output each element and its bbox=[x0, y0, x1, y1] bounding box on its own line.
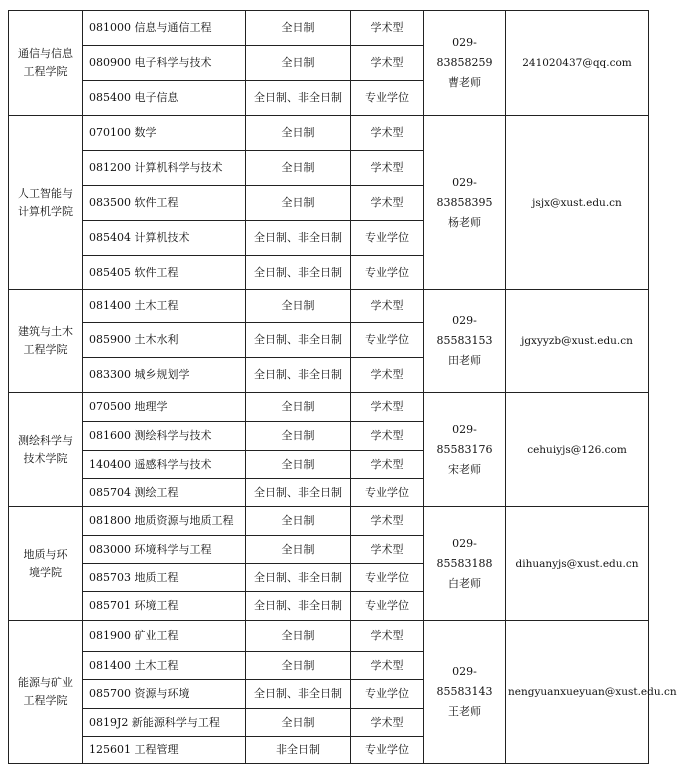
degree-type-cell: 专业学位 bbox=[351, 221, 424, 256]
degree-type-cell: 学术型 bbox=[351, 116, 424, 151]
major-cell: 083000 环境科学与工程 bbox=[83, 536, 246, 564]
major-cell: 085700 资源与环境 bbox=[83, 680, 246, 709]
table-row bbox=[9, 11, 649, 46]
study-mode-cell: 全日制、非全日制 bbox=[246, 680, 351, 709]
study-mode-cell: 全日制 bbox=[246, 536, 351, 564]
study-mode-cell: 全日制 bbox=[246, 507, 351, 536]
major-cell: 081800 地质资源与地质工程 bbox=[83, 507, 246, 536]
college-name-cell bbox=[9, 116, 83, 290]
degree-type-cell: 专业学位 bbox=[351, 323, 424, 358]
study-mode-cell: 非全日制 bbox=[246, 737, 351, 764]
major-cell: 070500 地理学 bbox=[83, 393, 246, 422]
contact-cell bbox=[424, 11, 506, 116]
major-cell: 081200 计算机科学与技术 bbox=[83, 151, 246, 186]
contact-teacher: 田老师 bbox=[448, 354, 481, 367]
contact-phone: 029-85583143 bbox=[436, 665, 493, 698]
college-name-line: 建筑与土木 bbox=[18, 325, 73, 338]
college-name-line: 通信与信息 bbox=[18, 47, 73, 60]
degree-type-cell: 专业学位 bbox=[351, 564, 424, 592]
college-name-cell bbox=[9, 290, 83, 393]
college-name-line: 工程学院 bbox=[23, 65, 68, 78]
study-mode-cell: 全日制 bbox=[246, 46, 351, 81]
degree-type-cell: 学术型 bbox=[351, 11, 424, 46]
contact-email: cehuiyjs@126.com bbox=[506, 393, 649, 507]
study-mode-cell: 全日制 bbox=[246, 652, 351, 680]
degree-type-cell: 专业学位 bbox=[351, 81, 424, 116]
major-cell: 083300 城乡规划学 bbox=[83, 358, 246, 393]
study-mode-cell: 全日制、非全日制 bbox=[246, 564, 351, 592]
degree-type-cell: 专业学位 bbox=[351, 256, 424, 290]
major-cell: 081400 土木工程 bbox=[83, 652, 246, 680]
contact-teacher: 白老师 bbox=[448, 576, 481, 590]
college-name-line: 工程学院 bbox=[23, 343, 68, 356]
study-mode-cell: 全日制 bbox=[246, 451, 351, 479]
degree-type-cell: 学术型 bbox=[351, 290, 424, 323]
college-name-cell bbox=[9, 393, 83, 507]
major-cell: 085701 环境工程 bbox=[83, 592, 246, 621]
degree-type-cell: 专业学位 bbox=[351, 680, 424, 709]
college-name-cell bbox=[9, 507, 83, 621]
major-cell: 080900 电子科学与技术 bbox=[83, 46, 246, 81]
major-cell: 081400 土木工程 bbox=[83, 290, 246, 323]
college-name-line: 境学院 bbox=[29, 565, 62, 579]
study-mode-cell: 全日制 bbox=[246, 621, 351, 652]
contact-cell bbox=[424, 290, 506, 393]
contact-email: nengyuanxueyuan@xust.edu.cn bbox=[506, 621, 649, 764]
major-cell: 081000 信息与通信工程 bbox=[83, 11, 246, 46]
college-name-line: 技术学院 bbox=[23, 451, 68, 465]
contact-phone: 029-85583153 bbox=[436, 314, 493, 347]
study-mode-cell: 全日制 bbox=[246, 422, 351, 451]
study-mode-cell: 全日制 bbox=[246, 290, 351, 323]
table-row bbox=[9, 507, 649, 536]
major-cell: 085900 土木水利 bbox=[83, 323, 246, 358]
contact-phone: 029-85583188 bbox=[436, 536, 493, 570]
major-cell: 140400 遥感科学与技术 bbox=[83, 451, 246, 479]
college-name-line: 计算机学院 bbox=[18, 204, 73, 218]
degree-type-cell: 学术型 bbox=[351, 536, 424, 564]
major-cell: 081900 矿业工程 bbox=[83, 621, 246, 652]
table-row bbox=[9, 393, 649, 422]
contact-email: jgxyyzb@xust.edu.cn bbox=[506, 290, 649, 393]
study-mode-cell: 全日制 bbox=[246, 709, 351, 737]
degree-type-cell: 学术型 bbox=[351, 151, 424, 186]
program-contact-table bbox=[8, 10, 677, 764]
table-row bbox=[9, 116, 649, 151]
contact-teacher: 曹老师 bbox=[448, 76, 481, 89]
degree-type-cell: 学术型 bbox=[351, 186, 424, 221]
college-name-line: 地质与环 bbox=[23, 547, 68, 561]
degree-type-cell: 学术型 bbox=[351, 652, 424, 680]
contact-phone: 029-83858395 bbox=[436, 175, 493, 209]
degree-type-cell: 专业学位 bbox=[351, 737, 424, 764]
study-mode-cell: 全日制、非全日制 bbox=[246, 358, 351, 393]
contact-phone: 029-85583176 bbox=[436, 422, 493, 456]
contact-email: dihuanyjs@xust.edu.cn bbox=[506, 507, 649, 621]
table-row bbox=[9, 290, 649, 323]
degree-type-cell: 学术型 bbox=[351, 709, 424, 737]
major-cell: 085405 软件工程 bbox=[83, 256, 246, 290]
table-row bbox=[9, 621, 649, 652]
contact-cell bbox=[424, 621, 506, 764]
major-cell: 085704 测绘工程 bbox=[83, 479, 246, 507]
degree-type-cell: 专业学位 bbox=[351, 479, 424, 507]
study-mode-cell: 全日制 bbox=[246, 393, 351, 422]
study-mode-cell: 全日制、非全日制 bbox=[246, 81, 351, 116]
study-mode-cell: 全日制 bbox=[246, 116, 351, 151]
contact-email: 241020437@qq.com bbox=[506, 11, 649, 116]
study-mode-cell: 全日制 bbox=[246, 11, 351, 46]
study-mode-cell: 全日制、非全日制 bbox=[246, 323, 351, 358]
college-name-cell bbox=[9, 621, 83, 764]
college-name-line: 工程学院 bbox=[23, 694, 68, 707]
contact-teacher: 宋老师 bbox=[448, 462, 481, 476]
degree-type-cell: 学术型 bbox=[351, 451, 424, 479]
degree-type-cell: 学术型 bbox=[351, 393, 424, 422]
major-cell: 0819J2 新能源科学与工程 bbox=[83, 709, 246, 737]
major-cell: 081600 测绘科学与技术 bbox=[83, 422, 246, 451]
major-cell: 085400 电子信息 bbox=[83, 81, 246, 116]
degree-type-cell: 学术型 bbox=[351, 422, 424, 451]
contact-phone: 029-83858259 bbox=[436, 36, 493, 69]
degree-type-cell: 学术型 bbox=[351, 621, 424, 652]
college-name-cell bbox=[9, 11, 83, 116]
contact-teacher: 王老师 bbox=[448, 705, 481, 718]
college-name-line: 测绘科学与 bbox=[18, 433, 73, 447]
major-cell: 083500 软件工程 bbox=[83, 186, 246, 221]
study-mode-cell: 全日制、非全日制 bbox=[246, 592, 351, 621]
study-mode-cell: 全日制、非全日制 bbox=[246, 221, 351, 256]
contact-cell bbox=[424, 116, 506, 290]
study-mode-cell: 全日制 bbox=[246, 151, 351, 186]
major-cell: 070100 数学 bbox=[83, 116, 246, 151]
major-cell: 085404 计算机技术 bbox=[83, 221, 246, 256]
college-name-line: 能源与矿业 bbox=[18, 676, 73, 689]
contact-cell bbox=[424, 393, 506, 507]
major-cell: 085703 地质工程 bbox=[83, 564, 246, 592]
contact-teacher: 杨老师 bbox=[448, 215, 481, 229]
contact-email: jsjx@xust.edu.cn bbox=[506, 116, 649, 290]
degree-type-cell: 专业学位 bbox=[351, 592, 424, 621]
study-mode-cell: 全日制、非全日制 bbox=[246, 256, 351, 290]
study-mode-cell: 全日制、非全日制 bbox=[246, 479, 351, 507]
major-cell: 125601 工程管理 bbox=[83, 737, 246, 764]
study-mode-cell: 全日制 bbox=[246, 186, 351, 221]
degree-type-cell: 学术型 bbox=[351, 46, 424, 81]
contact-cell bbox=[424, 507, 506, 621]
degree-type-cell: 学术型 bbox=[351, 507, 424, 536]
degree-type-cell: 学术型 bbox=[351, 358, 424, 393]
college-name-line: 人工智能与 bbox=[18, 186, 73, 200]
